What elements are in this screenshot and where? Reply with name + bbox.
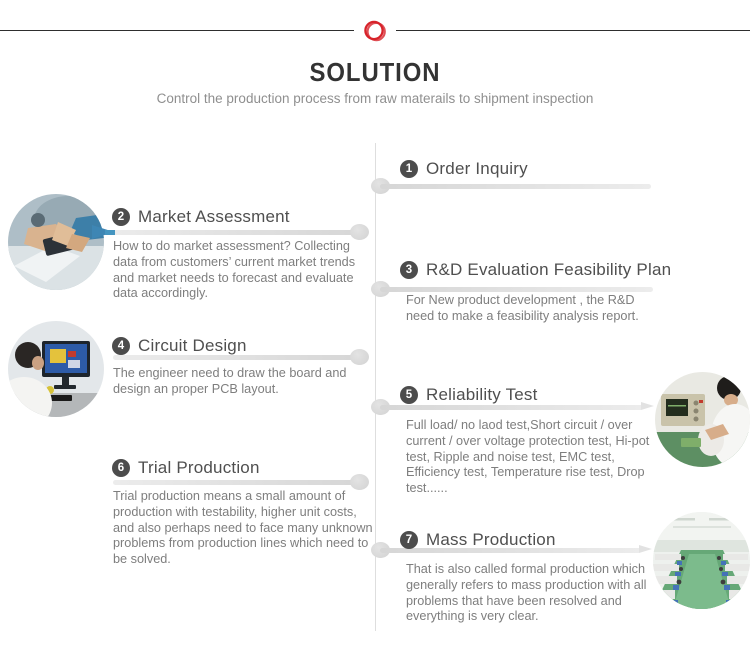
step-description: The engineer need to draw the board and design an proper PCB layout. — [113, 366, 347, 396]
step-trial-production — [112, 458, 260, 478]
pcb-design-photo — [8, 321, 104, 417]
step-title: Market Assessment — [138, 207, 290, 226]
step-title: Reliability Test — [426, 385, 538, 404]
step-title: R&D Evaluation Feasibility Plan — [426, 260, 672, 279]
step-title: Circuit Design — [138, 336, 247, 355]
step-number-badge: 6 — [112, 459, 130, 477]
divider-arrow-tip — [641, 402, 654, 410]
factory-floor-photo — [653, 512, 750, 609]
step-market-assessment — [112, 207, 290, 227]
step-title: Order Inquiry — [426, 159, 528, 178]
section-subtitle: Control the production process from raw materails to shipment inspection — [156, 91, 594, 106]
step-divider-line — [371, 178, 651, 194]
step-number-badge: 2 — [112, 208, 130, 226]
header-rule-right — [396, 30, 750, 31]
red-swirl-ring-icon — [360, 16, 390, 46]
divider-teardrop — [350, 474, 369, 490]
step-reliability-test — [400, 385, 538, 405]
divider-arrow-tip — [639, 545, 652, 553]
step-number-badge: 4 — [112, 337, 130, 355]
step-title: Mass Production — [426, 530, 556, 549]
step-number-badge: 1 — [400, 160, 418, 178]
divider-teardrop — [350, 224, 369, 240]
step-description: For New product development , the R&D need to make a feasibility analysis report. — [406, 293, 639, 323]
step-description: Full load/ no laod test,Short circuit / over current / over voltage protection test, Hi-pot test, Ripple and noise test, EMC test, Efficiency test, Temperature rise test, Drop test...... — [406, 418, 650, 496]
step-description: Trial production means a small amount of production with testability, higher unit costs, and also perhaps need to face many unknown problems from production lines which need to be solved. — [113, 489, 373, 567]
step-number-badge: 7 — [400, 531, 418, 549]
step-number-badge: 5 — [400, 386, 418, 404]
divider-blue-dash — [105, 230, 115, 235]
divider-teardrop — [350, 349, 369, 365]
business-meeting-photo — [8, 194, 104, 290]
step-order-inquiry — [400, 159, 528, 179]
section-title: SOLUTION — [309, 57, 441, 87]
step-circuit-design — [112, 336, 247, 356]
step-description: How to do market assessment? Collecting data from customers’ current market trends and market needs to forecast and evaluate data accordingly. — [113, 239, 356, 301]
step-mass-production — [400, 530, 556, 550]
step-description: That is also called formal production which generally refers to mass production with all problems that have been resolved and everything is very clear. — [406, 562, 647, 624]
oscilloscope-testing-photo — [655, 372, 750, 467]
step-rd-evaluation — [400, 260, 671, 280]
step-title: Trial Production — [138, 458, 260, 477]
header-rule-left — [0, 30, 354, 31]
step-number-badge: 3 — [400, 261, 418, 279]
